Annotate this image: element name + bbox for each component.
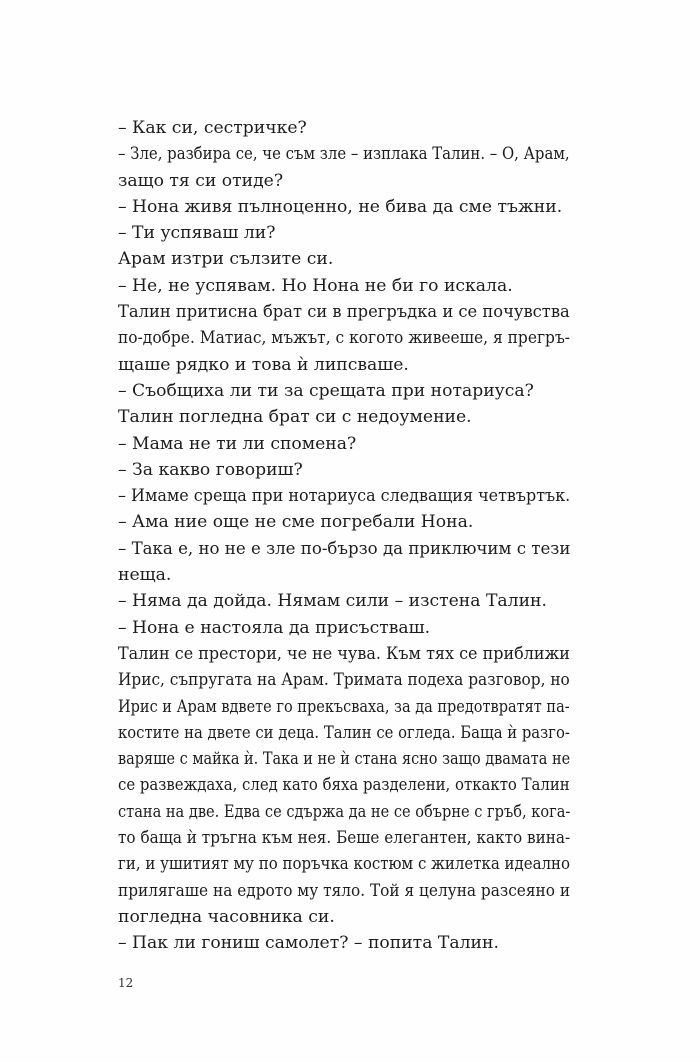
text-line: неща. [118,565,172,586]
text-line: стана на две. Едва се сдържа да не се обърне с гръб, кога- [118,801,571,822]
text-line: – Имаме среща при нотариуса следващия четвъртък. [118,486,571,507]
text-line: Талин притисна брат си в прегръдка и се почувства [118,302,570,323]
text-line: Талин погледна брат си с недоумение. [118,407,472,428]
text-line: – Как си, сестричке? [118,118,307,138]
text-line: – Пак ли гониш самолет? – попита Талин. [118,933,499,954]
text-line: – Няма да дойда. Нямам сили – изстена Талин. [118,591,547,612]
text-line: – За какво говориш? [118,459,303,480]
text-line: Арам изтри сълзите си. [118,249,334,270]
text-line: щаше рядко и това ѝ липсваше. [118,354,409,375]
text-line: – Мама не ти ли спомена? [118,433,357,454]
text-line: ги, и ушитият му по поръчка костюм с жилетка идеално [118,854,571,875]
text-line: се развеждаха, след като бяха разделени, откакто Талин [118,775,570,796]
text-line: костите на двете си деца. Талин се огледа. Баща ѝ разго- [118,722,570,743]
text-line: – Ама ние още не сме погребали Нона. [118,512,474,533]
text-line: Ирис, съпругата на Арам. Тримата подеха разговор, но [118,670,570,691]
text-line: прилягаше на едрото му тяло. Той я целуна разсеяно и [118,880,571,901]
text-line: защо тя си отиде? [118,170,284,191]
body-text [118,115,570,957]
text-line: Ирис и Арам вдвете го прекъсваха, за да предотвратят па- [118,696,570,717]
text-line: – Нона живя пълноценно, не бива да сме тъжни. [118,196,563,217]
text-line: – Ти успяваш ли? [118,223,276,244]
text-line: по-добре. Матиас, мъжът, с когото живееше, я прегръ- [118,328,570,349]
text-line: – Нона е настояла да присъстваш. [118,617,431,638]
text-line: – Не, не успявам. Но Нона не би го искала. [118,275,513,296]
text-line: – Така е, но не е зле по-бързо да приключим с тези [118,538,571,559]
page-number: 12 [118,976,134,990]
text-line: погледна часовника си. [118,906,335,927]
text-line: – Зле, разбира се, че съм зле – изплака Талин. – О, Арам, [118,144,570,165]
text-line: Талин се престори, че не чува. Към тях се приближи [118,643,570,664]
text-line: – Съобщиха ли ти за срещата при нотариуса? [118,380,534,401]
text-line: варяше с майка ѝ. Така и не ѝ стана ясно защо двамата не [118,749,571,770]
text-line: то баща ѝ тръгна към нея. Беше елегантен, както вина- [118,828,571,849]
